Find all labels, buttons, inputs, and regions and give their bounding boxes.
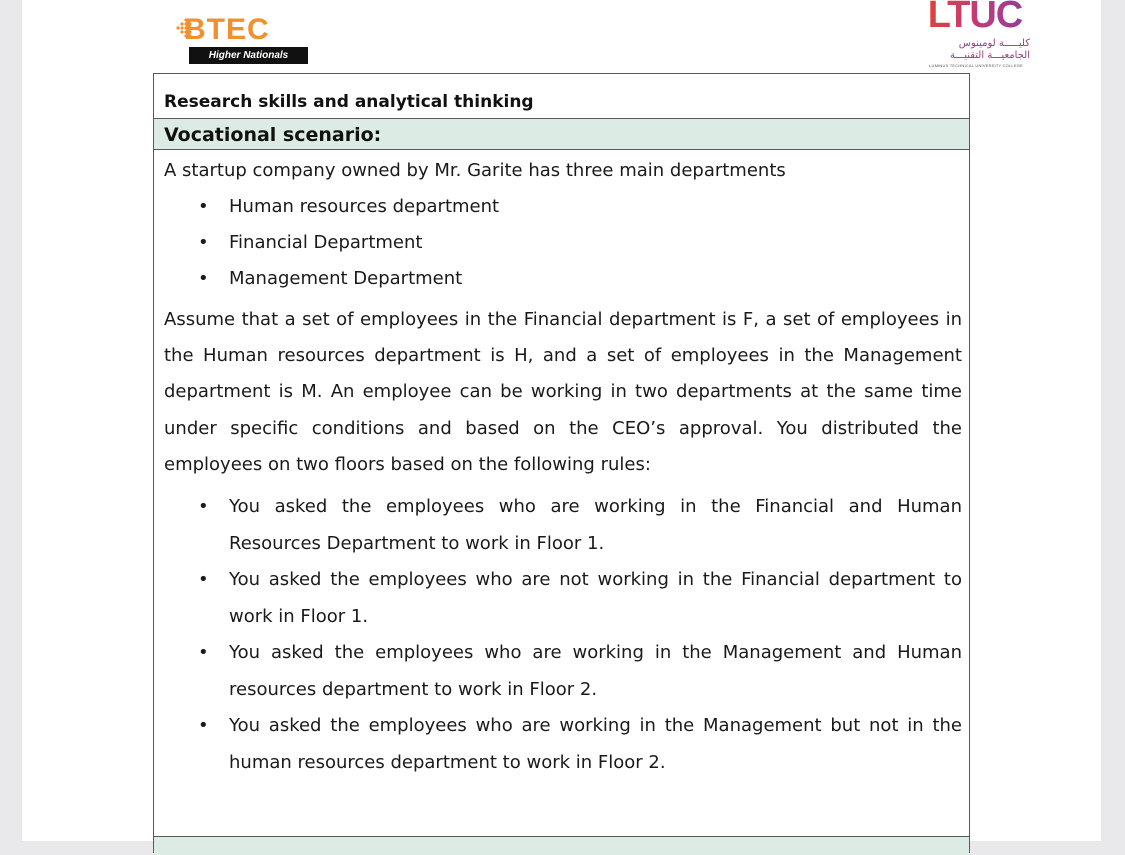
intro-text: A startup company owned by Mr. Garite has three main departments bbox=[164, 160, 786, 181]
list-item: • You asked the employees who are working in the Management and Human resources department to work in Floor 2. bbox=[164, 635, 962, 708]
ltuc-arabic-line-1: كليـــــة لومينوس bbox=[958, 38, 1030, 49]
btec-logo bbox=[170, 12, 310, 66]
list-item: • You asked the employees who are working in the Financial and Human Resources Department to work in Floor 1. bbox=[164, 489, 962, 562]
title-row bbox=[154, 74, 969, 119]
list-item: • Management Department bbox=[164, 266, 962, 292]
ltuc-english-name: LUMINUS TECHNICAL UNIVERSITY COLLEGE bbox=[929, 63, 1023, 68]
scenario-paragraph: Assume that a set of employees in the Financial department is F, a set of employees in the Human resources department is H, and a set of employees in the Management department is M. An employee can be working in two departments at the same time under specific conditions and based on the CEO’s approval. You distributed the employees on two floors based on the following rules: bbox=[164, 309, 962, 475]
ltuc-arabic-line-2: الجامعيـــة التقنيـــة bbox=[950, 50, 1030, 61]
list-item: • Human resources department bbox=[164, 194, 962, 220]
document-title: Research skills and analytical thinking bbox=[164, 92, 534, 112]
list-item: • Financial Department bbox=[164, 230, 962, 256]
btec-tagline: Higher Nationals bbox=[189, 47, 308, 64]
btec-wordmark: BTEC bbox=[184, 13, 270, 46]
list-item: • You asked the employees who are working in the Management but not in the human resources department to work in Floor 2. bbox=[164, 708, 962, 781]
ltuc-logo bbox=[918, 0, 1038, 72]
section-heading: Vocational scenario: bbox=[164, 124, 382, 146]
department-list bbox=[164, 194, 962, 292]
list-item: • You asked the employees who are not working in the Financial department to work in Floor 1. bbox=[164, 562, 962, 635]
rules-list bbox=[164, 489, 962, 781]
scenario-content bbox=[164, 158, 962, 781]
scenario-table bbox=[153, 73, 970, 853]
section-heading-row bbox=[154, 119, 969, 150]
ltuc-wordmark: LTUC bbox=[918, 0, 1032, 36]
next-row-divider bbox=[154, 836, 969, 855]
